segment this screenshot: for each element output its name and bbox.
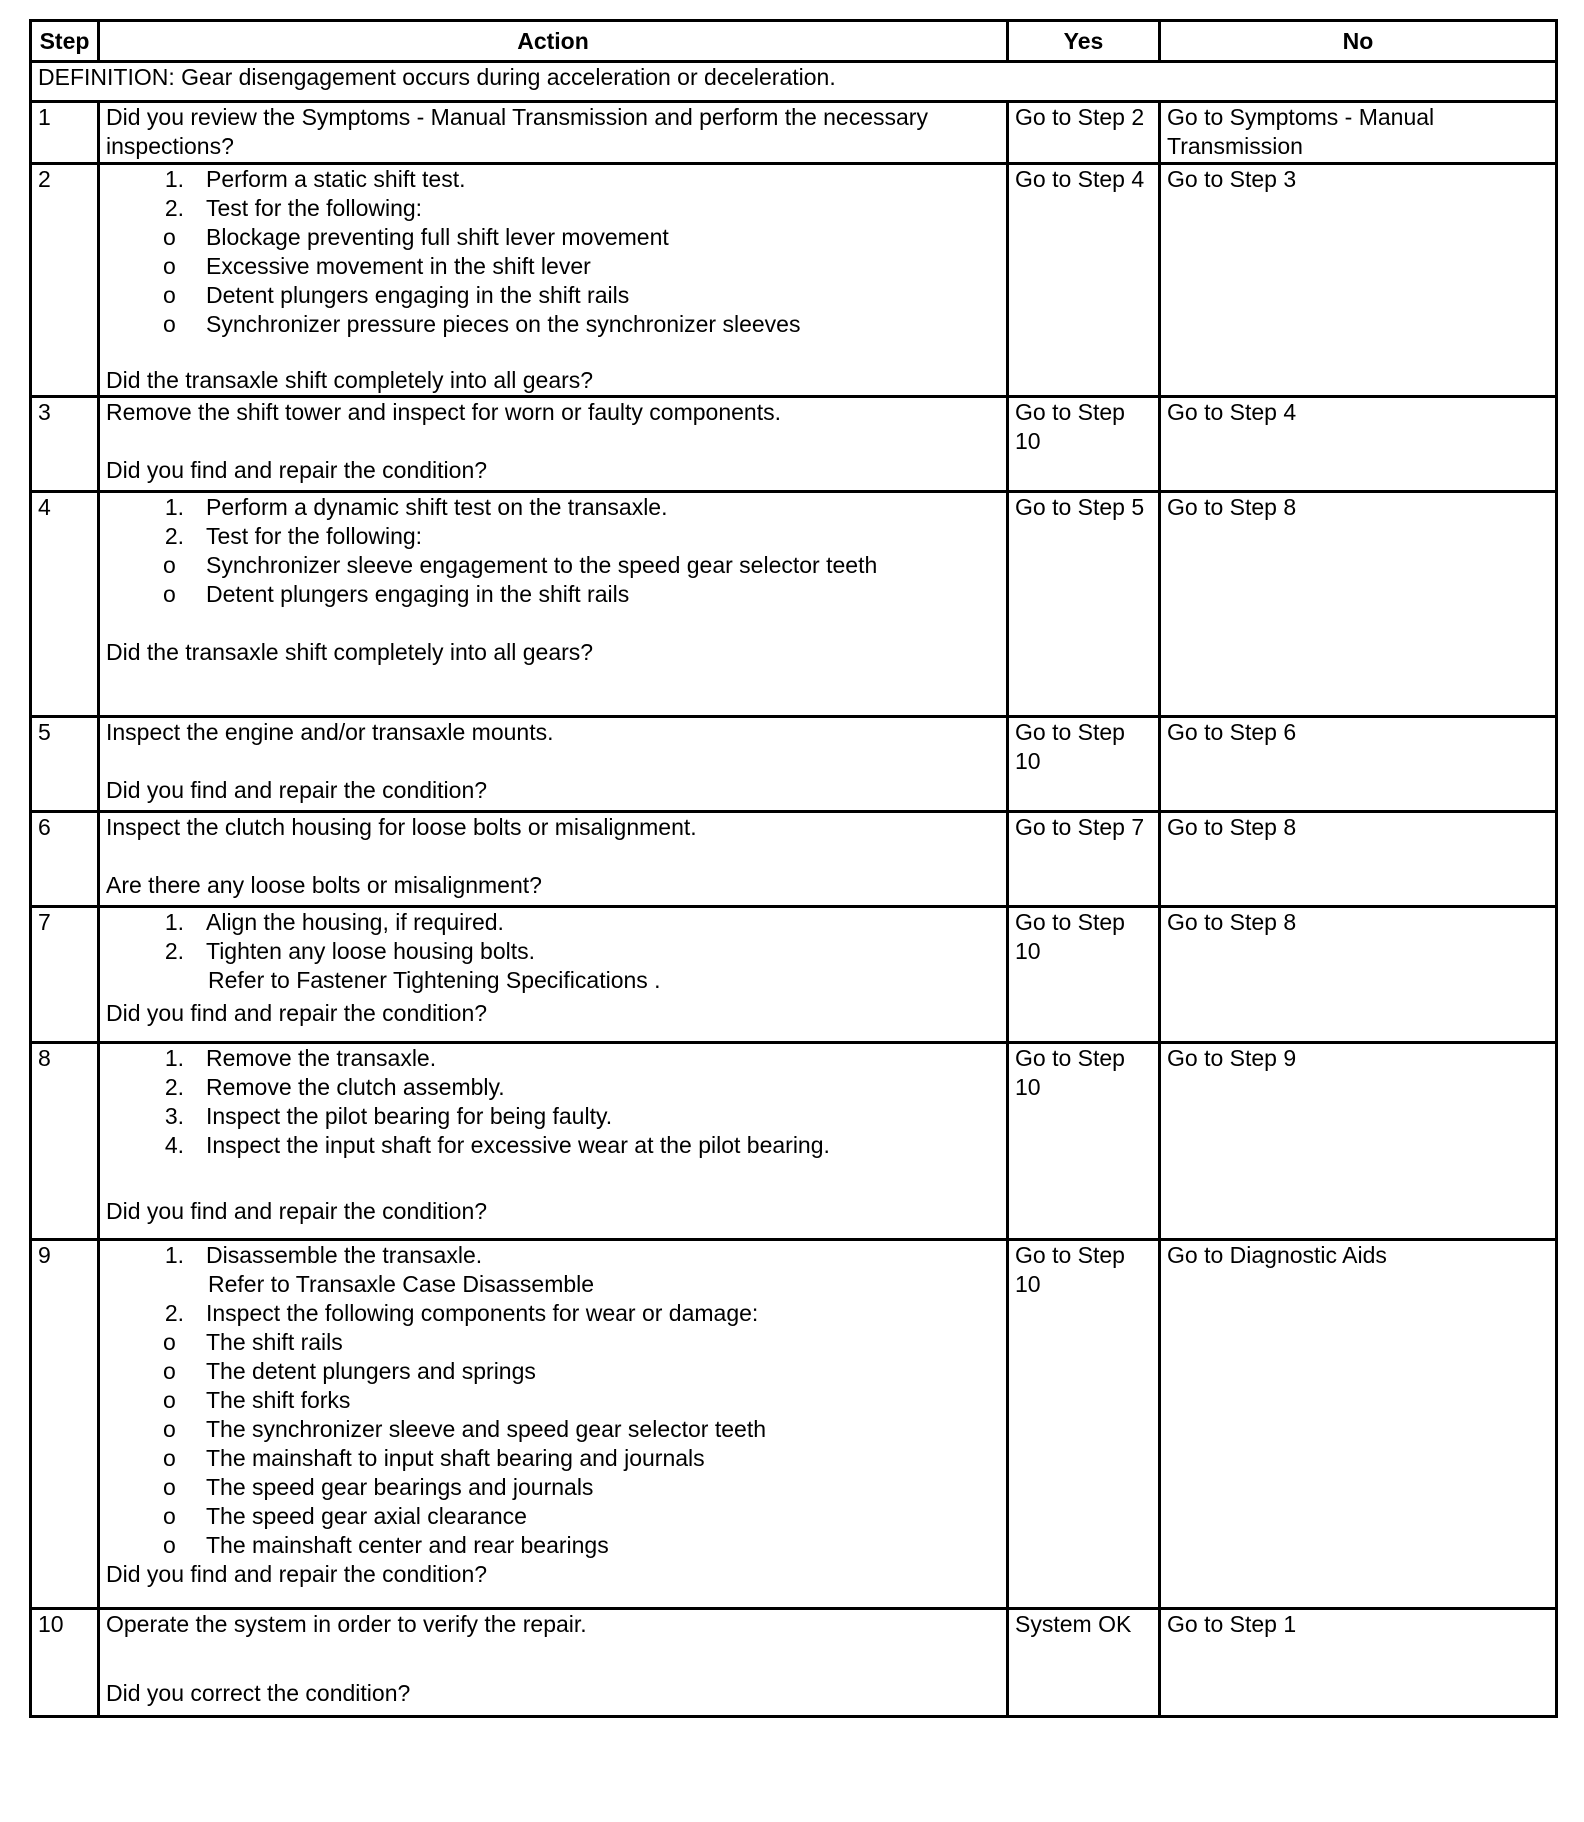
action-text: Inspect the engine and/or transaxle mounts.: [106, 719, 554, 745]
step-list: [106, 165, 1000, 339]
yes-result: Go to Step 10: [1008, 1043, 1160, 1240]
step-list: [106, 908, 1000, 995]
header-action: Action: [99, 21, 1008, 62]
list-item: 3. Inspect the pilot bearing for being faulty.: [164, 1103, 613, 1129]
no-result: Go to Step 4: [1160, 397, 1557, 492]
action-cell: [99, 812, 1008, 907]
step-list: [106, 1044, 1000, 1160]
action-cell: [99, 717, 1008, 812]
table-row: [31, 164, 1557, 397]
table-row: [31, 1240, 1557, 1609]
question-text: Are there any loose bolts or misalignment?: [106, 872, 542, 898]
action-cell: [99, 1043, 1008, 1240]
table-row: [31, 397, 1557, 492]
question-text: Did the transaxle shift completely into all gears?: [106, 639, 594, 665]
bullet-item: o Synchronizer sleeve engagement to the speed gear selector teeth: [106, 551, 1000, 580]
step-number: 10: [31, 1609, 99, 1717]
question-text: Did you find and repair the condition?: [106, 457, 488, 483]
diagnostic-table: [29, 19, 1558, 1718]
no-result: Go to Step 8: [1160, 907, 1557, 1043]
yes-result: Go to Step 4: [1008, 164, 1160, 397]
list-item: 2. Inspect the following components for wear or damage: o The shift rails o The detent plungers and springs o The shift forks o The synchronizer sleeve and speed gear selector teeth o The mainshaft to input shaft bearing and journals o The speed gear bearings and journals o The speed gear axial clearance o The mainshaft center and rear bearings: [106, 1299, 1000, 1560]
bullet-item: o The shift forks: [106, 1386, 1000, 1415]
table-row: [31, 812, 1557, 907]
list-item: 1. Remove the transaxle.: [164, 1045, 437, 1071]
bullet-item: o The speed gear axial clearance: [106, 1502, 1000, 1531]
header-row: [31, 21, 1557, 62]
no-result: Go to Diagnostic Aids: [1160, 1240, 1557, 1609]
bullet-list: [106, 223, 1000, 339]
list-item: 1. Disassemble the transaxle. Refer to Transaxle Case Disassemble: [106, 1241, 1000, 1299]
action-cell: [99, 1240, 1008, 1609]
yes-result: Go to Step 10: [1008, 907, 1160, 1043]
action-cell: [99, 492, 1008, 717]
no-result: Go to Step 3: [1160, 164, 1557, 397]
question-text: Did you correct the condition?: [106, 1680, 411, 1706]
no-result: Go to Step 8: [1160, 492, 1557, 717]
table-row: [31, 102, 1557, 164]
bullet-item: o The speed gear bearings and journals: [106, 1473, 1000, 1502]
header-no: No: [1160, 21, 1557, 62]
action-text: Operate the system in order to verify the repair.: [106, 1611, 587, 1637]
bullet-item: o The mainshaft to input shaft bearing and journals: [106, 1444, 1000, 1473]
list-item: 2. Test for the following: o Blockage preventing full shift lever movement o Excessive movement in the shift lever o Detent plungers engaging in the shift rails o Synchronizer pressure pieces on the synchronizer sleeves: [106, 194, 1000, 339]
yes-result: Go to Step 5: [1008, 492, 1160, 717]
no-result: Go to Step 8: [1160, 812, 1557, 907]
yes-result: System OK: [1008, 1609, 1160, 1717]
question-text: Did the transaxle shift completely into all gears?: [106, 367, 594, 393]
yes-result: Go to Step 2: [1008, 102, 1160, 164]
bullet-item: o The detent plungers and springs: [106, 1357, 1000, 1386]
header-step: Step: [31, 21, 99, 62]
action-cell: [99, 164, 1008, 397]
no-result: Go to Step 9: [1160, 1043, 1557, 1240]
step-list: [106, 493, 1000, 609]
action-text: Inspect the clutch housing for loose bolts or misalignment.: [106, 814, 697, 840]
reference-note: Refer to Transaxle Case Disassemble: [208, 1271, 595, 1297]
bullet-list: [106, 1328, 1000, 1560]
list-item: 2. Test for the following: o Synchronizer sleeve engagement to the speed gear selector teeth o Detent plungers engaging in the shift rails: [106, 522, 1000, 609]
bullet-item: o The mainshaft center and rear bearings: [106, 1531, 1000, 1560]
step-number: 5: [31, 717, 99, 812]
question-text: Did you find and repair the condition?: [106, 1198, 488, 1224]
question-text: Did you find and repair the condition?: [106, 1561, 488, 1587]
action-text: Did you review the Symptoms - Manual Transmission and perform the necessary inspections?: [99, 102, 1008, 164]
bullet-item: o The synchronizer sleeve and speed gear selector teeth: [106, 1415, 1000, 1444]
reference-note: Refer to Fastener Tightening Specifications .: [208, 967, 661, 993]
yes-result: Go to Step 10: [1008, 1240, 1160, 1609]
yes-result: Go to Step 10: [1008, 717, 1160, 812]
list-item: 1. Perform a static shift test.: [164, 166, 466, 192]
step-number: 4: [31, 492, 99, 717]
bullet-list: [106, 551, 1000, 609]
yes-result: Go to Step 7: [1008, 812, 1160, 907]
bullet-item: o The shift rails: [106, 1328, 1000, 1357]
list-item: 2. Tighten any loose housing bolts. Refer to Fastener Tightening Specifications .: [106, 937, 1000, 995]
bullet-item: o Synchronizer pressure pieces on the synchronizer sleeves: [106, 310, 1000, 339]
question-text: Did you find and repair the condition?: [106, 1000, 488, 1026]
definition-row: [31, 62, 1557, 102]
step-number: 6: [31, 812, 99, 907]
header-yes: Yes: [1008, 21, 1160, 62]
action-cell: [99, 397, 1008, 492]
list-item: 4. Inspect the input shaft for excessive wear at the pilot bearing.: [164, 1132, 830, 1158]
list-item: 1. Align the housing, if required.: [164, 909, 504, 935]
bullet-item: o Blockage preventing full shift lever movement: [106, 223, 1000, 252]
list-item: 2. Remove the clutch assembly.: [164, 1074, 505, 1100]
step-number: 2: [31, 164, 99, 397]
no-result: Go to Step 6: [1160, 717, 1557, 812]
bullet-item: o Detent plungers engaging in the shift rails: [106, 281, 1000, 310]
step-number: 3: [31, 397, 99, 492]
no-result: Go to Step 1: [1160, 1609, 1557, 1717]
question-text: Did you find and repair the condition?: [106, 777, 488, 803]
step-number: 1: [31, 102, 99, 164]
step-number: 7: [31, 907, 99, 1043]
step-number: 9: [31, 1240, 99, 1609]
yes-result: Go to Step 10: [1008, 397, 1160, 492]
action-text: Remove the shift tower and inspect for worn or faulty components.: [106, 399, 781, 425]
list-item: 1. Perform a dynamic shift test on the transaxle.: [164, 494, 668, 520]
definition-text: DEFINITION: Gear disengagement occurs during acceleration or deceleration.: [31, 62, 1557, 102]
table-row: [31, 907, 1557, 1043]
table-row: [31, 1043, 1557, 1240]
action-cell: [99, 1609, 1008, 1717]
table-row: [31, 717, 1557, 812]
bullet-item: o Excessive movement in the shift lever: [106, 252, 1000, 281]
step-list: [106, 1241, 1000, 1560]
step-number: 8: [31, 1043, 99, 1240]
action-cell: [99, 907, 1008, 1043]
table-row: [31, 492, 1557, 717]
table-row: [31, 1609, 1557, 1717]
no-result: Go to Symptoms - Manual Transmission: [1160, 102, 1557, 164]
bullet-item: o Detent plungers engaging in the shift rails: [106, 580, 1000, 609]
